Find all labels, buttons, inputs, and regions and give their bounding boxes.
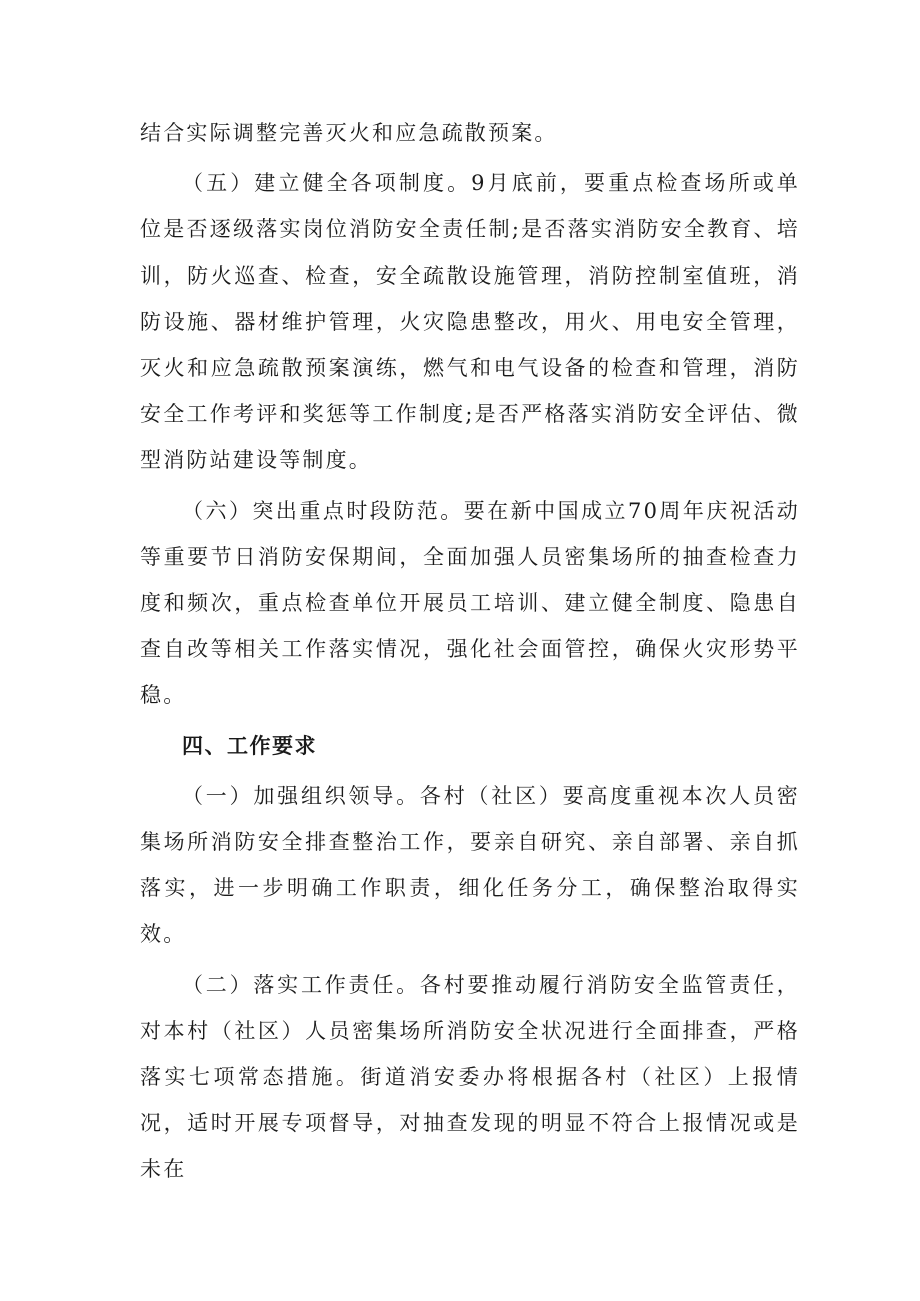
paragraph-requirement-2: （二）落实工作责任。各村要推动履行消防安全监管责任，对本村（社区）人员密集场所消防安全状况进行全面排查，严格落实七项常态措施。街道消安委办将根据各村（社区）上报情况，适时开展专项督导，对抽查发现的明显不符合上报情况或是未在 xyxy=(140,972,800,1182)
paragraph-requirement-1: （一）加强组织领导。各村（社区）要高度重视本次人员密集场所消防安全排查整治工作，要亲自研究、亲自部署、亲自抓落实，进一步明确工作职责，细化任务分工，确保整治取得实效。 xyxy=(140,783,800,947)
paragraph-item-6: （六）突出重点时段防范。要在新中国成立70周年庆祝活动等重要节日消防安保期间，全面加强人员密集场所的抽查检查力度和频次，重点检查单位开展员工培训、建立健全制度、隐患自查自改等相关工作落实情况，强化社会面管控，确保火灾形势平稳。 xyxy=(140,498,800,708)
section-heading: 四、工作要求 xyxy=(182,733,317,758)
document-body xyxy=(140,110,800,1193)
paragraph-continuation: 结合实际调整完善灭火和应急疏散预案。 xyxy=(140,121,558,145)
paragraph-item-5: （五）建立健全各项制度。9月底前，要重点检查场所或单位是否逐级落实岗位消防安全责任制;是否落实消防安全教育、培训，防火巡查、检查，安全疏散设施管理，消防控制室值班，消防设施、器材维护管理，火灾隐患整改，用火、用电安全管理，灭火和应急疏散预案演练，燃气和电气设备的检查和管理，消防安全工作考评和奖惩等工作制度;是否严格落实消防安全评估、微型消防站建设等制度。 xyxy=(140,171,800,473)
